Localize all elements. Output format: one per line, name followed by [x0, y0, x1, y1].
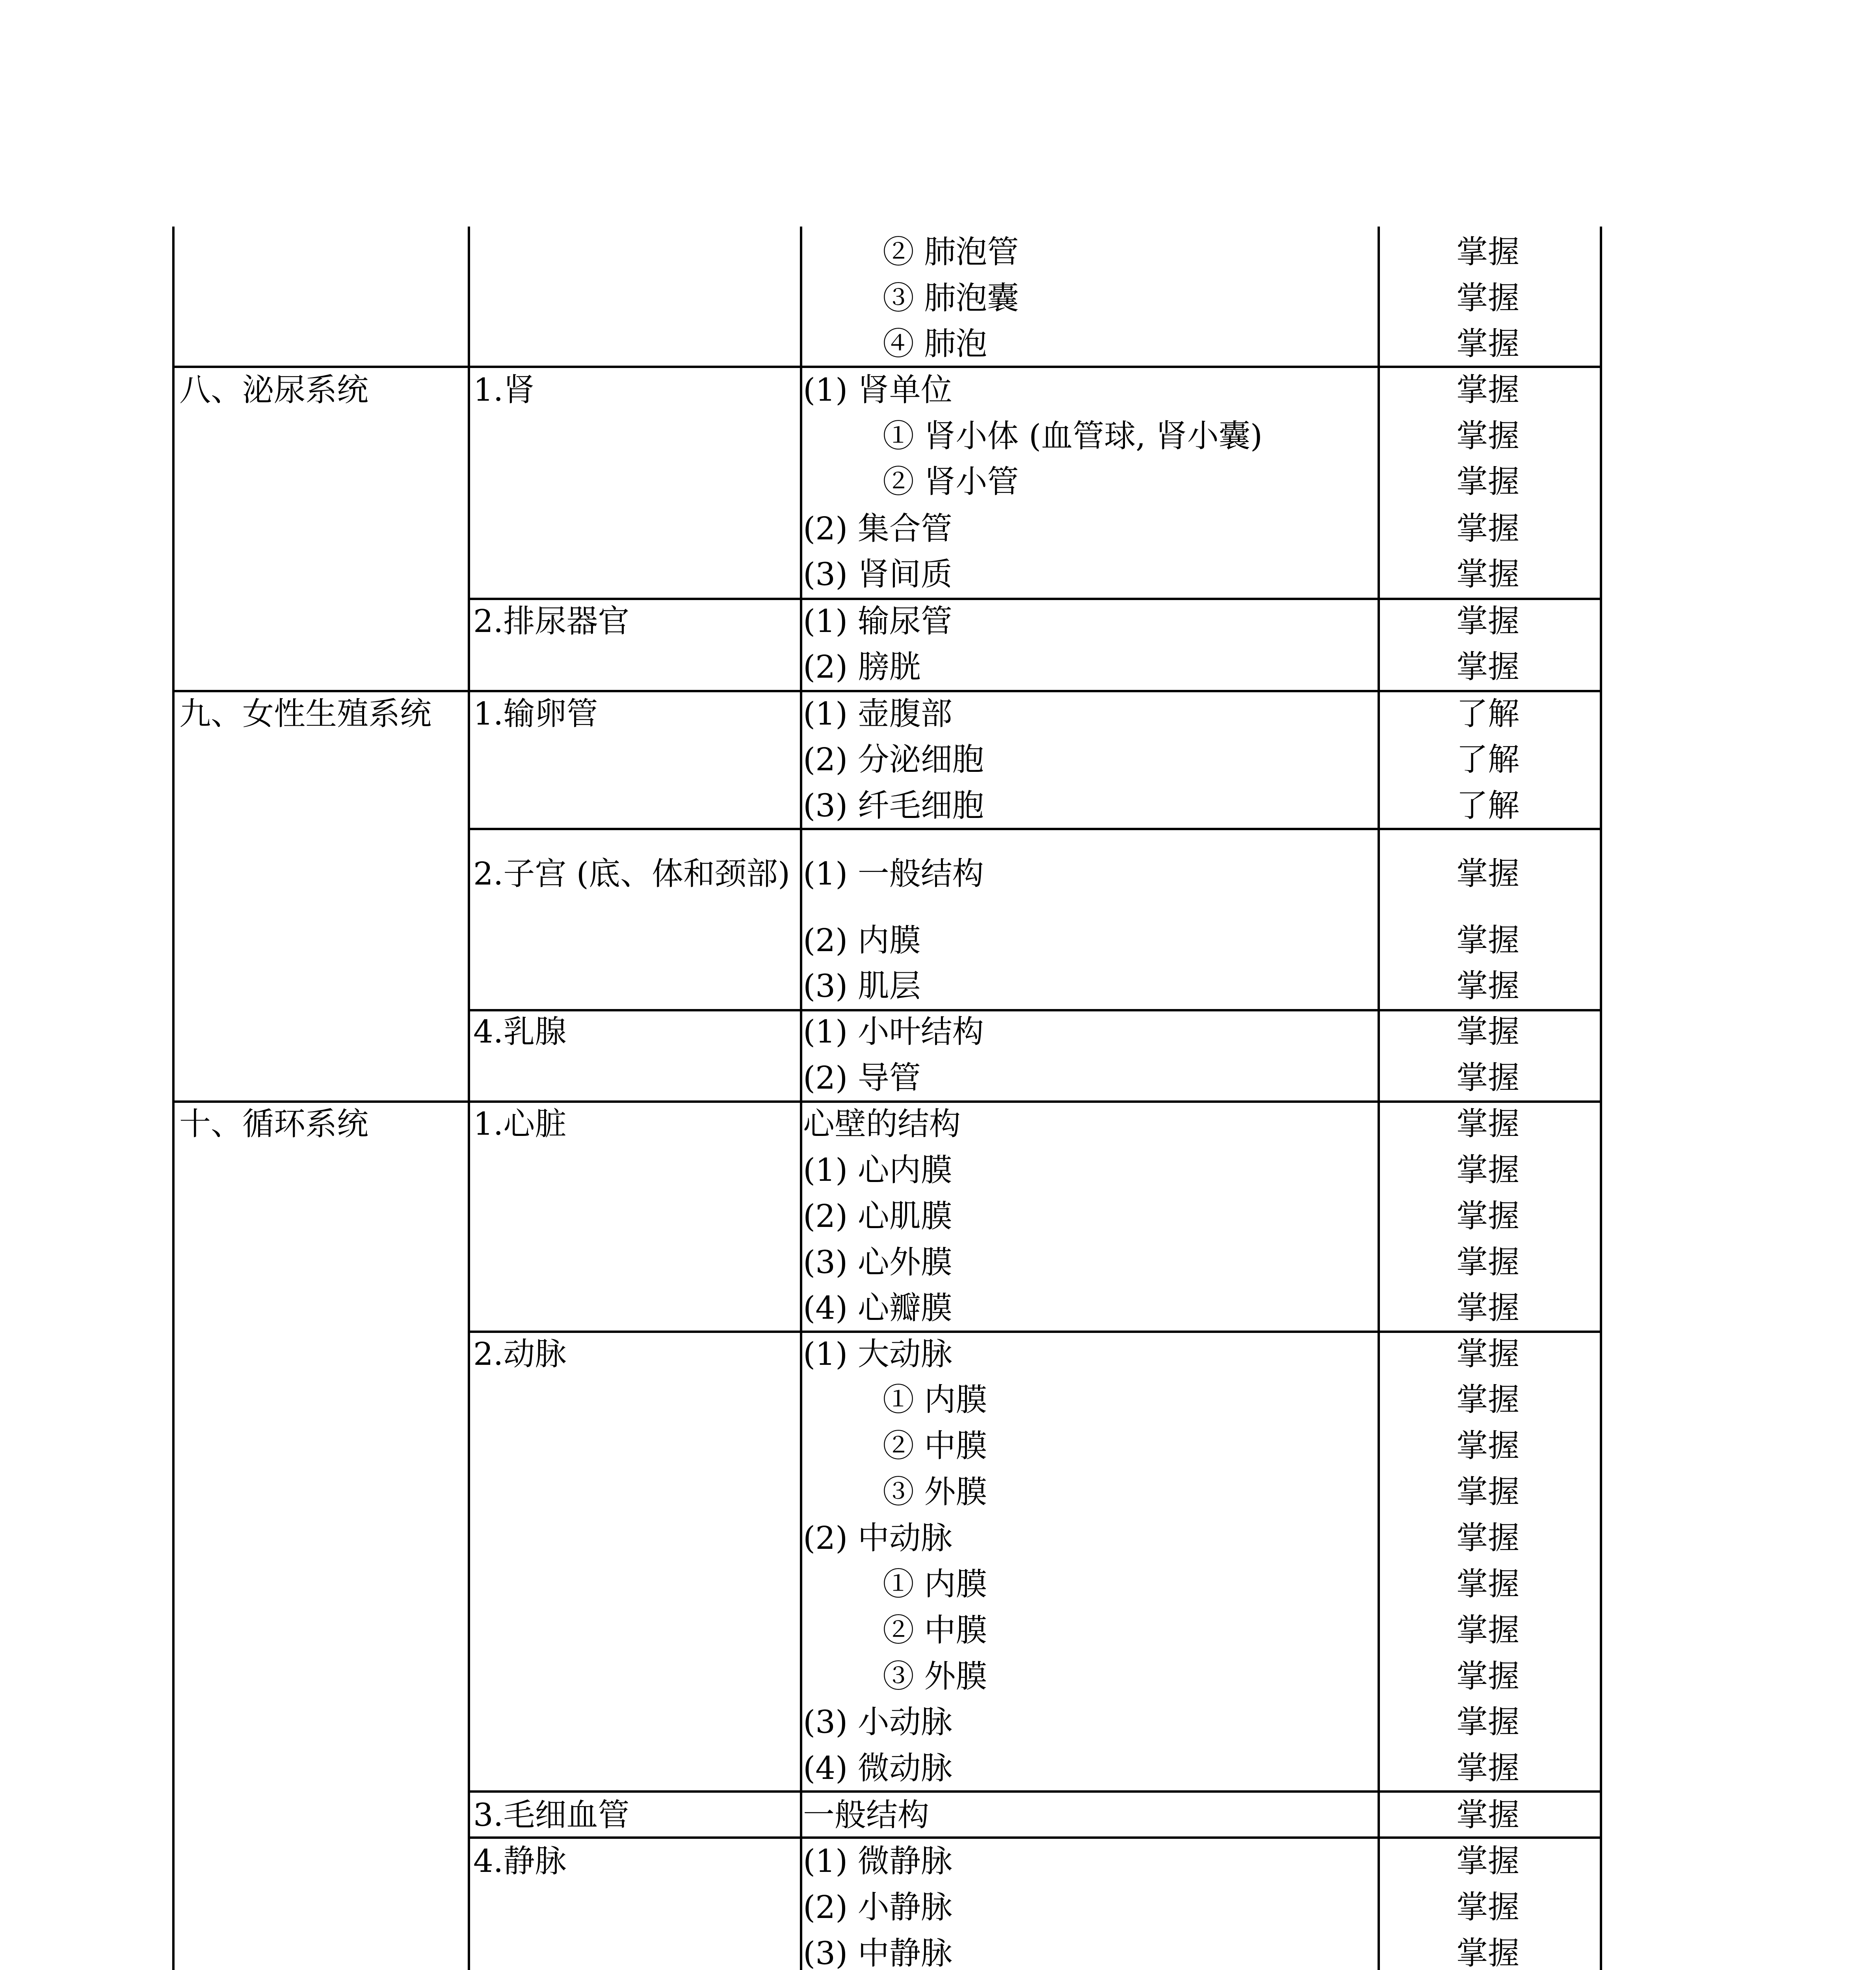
content-item: (3) 中静脉 — [803, 1935, 952, 1970]
horizontal-rule — [468, 1331, 1602, 1333]
content-item: (2) 集合管 — [803, 510, 952, 547]
content-item: ② 肾小管 — [883, 463, 1019, 500]
vertical-rule — [1378, 227, 1380, 1970]
mastery-level: 掌握 — [1456, 418, 1519, 454]
content-item: (1) 肾单位 — [803, 372, 952, 408]
mastery-level: 了解 — [1456, 741, 1519, 778]
vertical-rule — [172, 227, 175, 1970]
content-item: (1) 小叶结构 — [803, 1013, 984, 1050]
mastery-level: 掌握 — [1456, 1152, 1519, 1188]
content-item: (2) 小静脉 — [803, 1889, 952, 1925]
content-item: 一般结构 — [803, 1797, 929, 1833]
mastery-level: 掌握 — [1456, 1843, 1519, 1879]
content-item: (2) 中动脉 — [803, 1520, 952, 1556]
content-item: ① 内膜 — [883, 1381, 987, 1418]
horizontal-rule — [468, 598, 1602, 600]
mastery-level: 掌握 — [1456, 372, 1519, 408]
mastery-level: 掌握 — [1456, 280, 1519, 316]
content-item: (1) 大动脉 — [803, 1336, 952, 1372]
topic-label: 1.输卵管 — [473, 695, 598, 732]
mastery-level: 掌握 — [1456, 556, 1519, 593]
mastery-level: 掌握 — [1456, 855, 1519, 892]
content-item: (3) 肌层 — [803, 968, 921, 1004]
content-item: (1) 壶腹部 — [803, 695, 952, 732]
mastery-level: 掌握 — [1456, 1290, 1519, 1326]
vertical-rule — [468, 227, 470, 1970]
content-item: ③ 肺泡囊 — [883, 280, 1019, 316]
topic-label: 2.子宫 (底、体和颈部) — [473, 855, 790, 892]
section-label: 九、女性生殖系统 — [179, 695, 431, 732]
vertical-rule — [800, 227, 802, 1970]
mastery-level: 掌握 — [1456, 922, 1519, 959]
mastery-level: 掌握 — [1456, 1797, 1519, 1833]
content-item: ② 肺泡管 — [883, 234, 1019, 270]
mastery-level: 掌握 — [1456, 1520, 1519, 1556]
mastery-level: 掌握 — [1456, 649, 1519, 685]
mastery-level: 掌握 — [1456, 1381, 1519, 1418]
content-item: (4) 心瓣膜 — [803, 1290, 952, 1326]
mastery-level: 掌握 — [1456, 1244, 1519, 1280]
topic-label: 4.静脉 — [473, 1843, 567, 1879]
content-item: 心壁的结构 — [803, 1106, 961, 1142]
content-item: ③ 外膜 — [883, 1658, 987, 1695]
mastery-level: 了解 — [1456, 695, 1519, 732]
mastery-level: 掌握 — [1456, 1474, 1519, 1510]
content-item: ② 中膜 — [883, 1427, 987, 1464]
content-item: ④ 肺泡 — [883, 325, 987, 362]
content-item: (1) 心内膜 — [803, 1152, 952, 1188]
content-item: (1) 一般结构 — [803, 855, 984, 892]
content-item: ① 内膜 — [883, 1566, 987, 1602]
mastery-level: 掌握 — [1456, 1059, 1519, 1096]
content-item: (3) 心外膜 — [803, 1244, 952, 1280]
mastery-level: 掌握 — [1456, 1935, 1519, 1970]
mastery-level: 掌握 — [1456, 1889, 1519, 1925]
content-item: (2) 心肌膜 — [803, 1198, 952, 1234]
mastery-level: 掌握 — [1456, 1336, 1519, 1372]
content-item: (2) 导管 — [803, 1059, 921, 1096]
content-item: ② 中膜 — [883, 1612, 987, 1648]
horizontal-rule — [172, 690, 1602, 692]
mastery-level: 掌握 — [1456, 1750, 1519, 1786]
mastery-level: 掌握 — [1456, 1566, 1519, 1602]
content-item: (2) 内膜 — [803, 922, 921, 959]
content-item: (3) 肾间质 — [803, 556, 952, 593]
mastery-level: 掌握 — [1456, 463, 1519, 500]
content-item: ① 肾小体 (血管球, 肾小囊) — [883, 418, 1263, 454]
content-item: (3) 纤毛细胞 — [803, 787, 984, 824]
mastery-level: 掌握 — [1456, 1658, 1519, 1695]
section-label: 十、循环系统 — [179, 1106, 368, 1142]
horizontal-rule — [172, 366, 1602, 368]
topic-label: 2.排尿器官 — [473, 603, 630, 639]
mastery-level: 掌握 — [1456, 1427, 1519, 1464]
topic-label: 2.动脉 — [473, 1336, 567, 1372]
mastery-level: 掌握 — [1456, 1612, 1519, 1648]
mastery-level: 掌握 — [1456, 603, 1519, 639]
horizontal-rule — [468, 1009, 1602, 1011]
mastery-level: 掌握 — [1456, 234, 1519, 270]
horizontal-rule — [468, 1836, 1602, 1839]
content-item: (1) 输尿管 — [803, 603, 952, 639]
mastery-level: 掌握 — [1456, 1013, 1519, 1050]
content-item: (1) 微静脉 — [803, 1843, 952, 1879]
topic-label: 1.心脏 — [473, 1106, 567, 1142]
mastery-level: 掌握 — [1456, 1198, 1519, 1234]
topic-label: 1.肾 — [473, 372, 535, 408]
mastery-level: 掌握 — [1456, 968, 1519, 1004]
section-label: 八、泌尿系统 — [179, 372, 368, 408]
mastery-level: 掌握 — [1456, 1704, 1519, 1740]
mastery-level: 掌握 — [1456, 1106, 1519, 1142]
content-item: (3) 小动脉 — [803, 1704, 952, 1740]
mastery-level: 掌握 — [1456, 510, 1519, 547]
horizontal-rule — [172, 1100, 1602, 1103]
content-item: ③ 外膜 — [883, 1474, 987, 1510]
horizontal-rule — [468, 828, 1602, 830]
content-item: (4) 微动脉 — [803, 1750, 952, 1786]
topic-label: 3.毛细血管 — [473, 1797, 630, 1833]
topic-label: 4.乳腺 — [473, 1013, 567, 1050]
content-item: (2) 膀胱 — [803, 649, 921, 685]
horizontal-rule — [468, 1790, 1602, 1793]
mastery-level: 了解 — [1456, 787, 1519, 824]
mastery-level: 掌握 — [1456, 325, 1519, 362]
vertical-rule — [1600, 227, 1602, 1970]
content-item: (2) 分泌细胞 — [803, 741, 984, 778]
